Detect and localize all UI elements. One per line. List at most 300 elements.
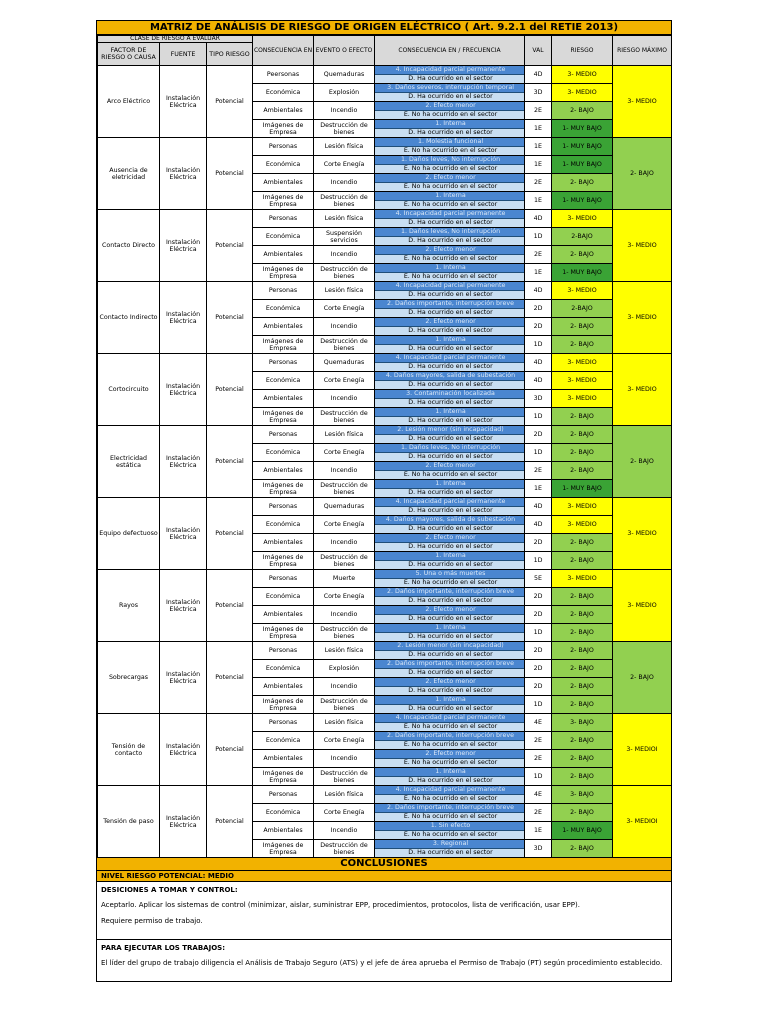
factor-cell: Rayos xyxy=(98,570,160,642)
factor-cell: Electricidad estática xyxy=(98,426,160,498)
consecuencia-frecuencia-cell xyxy=(375,714,525,732)
consecuencia-en-cell: Imágenes de Empresa xyxy=(253,840,314,858)
consecuencia-frecuencia-cell xyxy=(375,750,525,768)
evento-cell: Destrucción de bienes xyxy=(314,480,375,498)
riesgo-cell: 2-BAJO xyxy=(552,228,613,246)
riesgo-cell: 2- BAJO xyxy=(552,246,613,264)
consecuencia-en-cell: Ambientales xyxy=(253,318,314,336)
consecuencia-text: 4. Daños mayores, salida de subestación xyxy=(375,372,524,381)
consecuencia-en-cell: Imágenes de Empresa xyxy=(253,336,314,354)
evento-cell: Incendio xyxy=(314,102,375,120)
consecuencia-frecuencia-cell xyxy=(375,534,525,552)
evento-cell: Destrucción de bienes xyxy=(314,120,375,138)
consecuencia-en-cell: Económica xyxy=(253,84,314,102)
val-cell: 3D xyxy=(525,84,552,102)
tipo-cell: Potencial xyxy=(207,354,253,426)
consecuencia-text: 2. Lesión menor (sin incapacidad) xyxy=(375,426,524,435)
riesgo-maximo-cell: 2- BAJO xyxy=(613,426,672,498)
consecuencia-text: 2. Efecto menor xyxy=(375,606,524,615)
riesgo-maximo-cell: 3- MEDIO xyxy=(613,210,672,282)
nivel-riesgo: NIVEL RIESGO POTENCIAL: MEDIO xyxy=(97,871,671,882)
consecuencia-en-cell: Imágenes de Empresa xyxy=(253,264,314,282)
table-row xyxy=(98,66,672,84)
evento-cell: Lesión física xyxy=(314,642,375,660)
table-row xyxy=(98,210,672,228)
evento-cell: Lesión física xyxy=(314,426,375,444)
consecuencia-en-cell: Ambientales xyxy=(253,246,314,264)
riesgo-cell: 1- MUY BAJO xyxy=(552,480,613,498)
evento-cell: Lesión física xyxy=(314,210,375,228)
consecuencia-text: 3. Regional xyxy=(375,840,524,849)
consecuencia-en-cell: Ambientales xyxy=(253,102,314,120)
consecuencia-text: 4. Incapacidad parcial permanente xyxy=(375,282,524,291)
header-evento: EVENTO O EFECTO xyxy=(314,36,375,66)
fuente-cell: Instalación Eléctrica xyxy=(160,570,207,642)
frecuencia-text: D. Ha ocurrido en el sector xyxy=(375,435,524,443)
frecuencia-text: D. Ha ocurrido en el sector xyxy=(375,849,524,857)
evento-cell: Quemaduras xyxy=(314,498,375,516)
consecuencia-en-cell: Ambientales xyxy=(253,750,314,768)
evento-cell: Corte Enegía xyxy=(314,516,375,534)
val-cell: 2E xyxy=(525,246,552,264)
consecuencia-frecuencia-cell xyxy=(375,480,525,498)
riesgo-cell: 2- BAJO xyxy=(552,642,613,660)
frecuencia-text: E. No ha ocurrido en el sector xyxy=(375,831,524,839)
evento-cell: Corte Enegía xyxy=(314,732,375,750)
val-cell: 4D xyxy=(525,354,552,372)
fuente-cell: Instalación Eléctrica xyxy=(160,498,207,570)
riesgo-maximo-cell: 3- MEDIOI xyxy=(613,714,672,786)
consecuencia-frecuencia-cell xyxy=(375,606,525,624)
frecuencia-text: D. Ha ocurrido en el sector xyxy=(375,129,524,137)
frecuencia-text: D. Ha ocurrido en el sector xyxy=(375,705,524,713)
riesgo-cell: 3- MEDIO xyxy=(552,570,613,588)
frecuencia-text: E. No ha ocurrido en el sector xyxy=(375,813,524,821)
consecuencia-frecuencia-cell xyxy=(375,264,525,282)
frecuencia-text: D. Ha ocurrido en el sector xyxy=(375,327,524,335)
evento-cell: Explosión xyxy=(314,660,375,678)
fuente-cell: Instalación Eléctrica xyxy=(160,138,207,210)
consecuencia-frecuencia-cell xyxy=(375,570,525,588)
consecuencia-en-cell: Personas xyxy=(253,714,314,732)
riesgo-cell: 2- BAJO xyxy=(552,552,613,570)
evento-cell: Destrucción de bienes xyxy=(314,192,375,210)
frecuencia-text: E. No ha ocurrido en el sector xyxy=(375,273,524,281)
desiciones-section xyxy=(97,882,671,940)
header-riesgo: RIESGO xyxy=(552,36,613,66)
header-cons-frec: CONSECUENCIA EN / FRECUENCIA xyxy=(375,36,525,66)
tipo-cell: Potencial xyxy=(207,498,253,570)
consecuencia-text: 1. Interna xyxy=(375,336,524,345)
consecuencia-en-cell: Económica xyxy=(253,588,314,606)
val-cell: 2D xyxy=(525,318,552,336)
val-cell: 4D xyxy=(525,372,552,390)
riesgo-cell: 2- BAJO xyxy=(552,462,613,480)
consecuencia-text: 1. Interna xyxy=(375,408,524,417)
evento-cell: Explosión xyxy=(314,84,375,102)
consecuencia-text: 2. Daños importante, interrupción breve xyxy=(375,300,524,309)
consecuencia-text: 1. Interna xyxy=(375,696,524,705)
frecuencia-text: E. No ha ocurrido en el sector xyxy=(375,255,524,263)
frecuencia-text: D. Ha ocurrido en el sector xyxy=(375,669,524,677)
consecuencia-en-cell: Personas xyxy=(253,138,314,156)
consecuencia-frecuencia-cell xyxy=(375,66,525,84)
frecuencia-text: E. No ha ocurrido en el sector xyxy=(375,579,524,587)
factor-cell: Cortocircuito xyxy=(98,354,160,426)
header-riesgo-max: RIESGO MÁXIMO xyxy=(613,36,672,66)
consecuencia-en-cell: Económica xyxy=(253,660,314,678)
tipo-cell: Potencial xyxy=(207,426,253,498)
consecuencia-frecuencia-cell xyxy=(375,408,525,426)
consecuencia-en-cell: Imágenes de Empresa xyxy=(253,768,314,786)
val-cell: 1E xyxy=(525,156,552,174)
evento-cell: Incendio xyxy=(314,246,375,264)
evento-cell: Incendio xyxy=(314,390,375,408)
consecuencia-en-cell: Imágenes de Empresa xyxy=(253,408,314,426)
riesgo-cell: 3- MEDIO xyxy=(552,84,613,102)
evento-cell: Destrucción de bienes xyxy=(314,768,375,786)
riesgo-cell: 2- BAJO xyxy=(552,768,613,786)
conclusiones-title: CONCLUSIONES xyxy=(97,858,671,871)
table-row xyxy=(98,714,672,732)
evento-cell: Destrucción de bienes xyxy=(314,264,375,282)
factor-cell: Tensión de contacto xyxy=(98,714,160,786)
ejecutar-text: El líder del grupo de trabajo diligencia el Análisis de Trabajo Seguro (ATS) y el jefe de área aprueba el Permiso de Trabajo (PT) según procedimiento establecido. xyxy=(101,959,663,967)
frecuencia-text: D. Ha ocurrido en el sector xyxy=(375,399,524,407)
evento-cell: Incendio xyxy=(314,462,375,480)
frecuencia-text: D. Ha ocurrido en el sector xyxy=(375,777,524,785)
evento-cell: Destrucción de bienes xyxy=(314,696,375,714)
frecuencia-text: E. No ha ocurrido en el sector xyxy=(375,759,524,767)
consecuencia-frecuencia-cell xyxy=(375,768,525,786)
consecuencia-frecuencia-cell xyxy=(375,300,525,318)
frecuencia-text: D. Ha ocurrido en el sector xyxy=(375,561,524,569)
frecuencia-text: E. No ha ocurrido en el sector xyxy=(375,111,524,119)
riesgo-maximo-cell: 3- MEDIO xyxy=(613,282,672,354)
riesgo-cell: 2- BAJO xyxy=(552,750,613,768)
frecuencia-text: E. No ha ocurrido en el sector xyxy=(375,795,524,803)
consecuencia-en-cell: Personas xyxy=(253,498,314,516)
factor-cell: Contacto Directo xyxy=(98,210,160,282)
consecuencia-text: 1. Sin efecto xyxy=(375,822,524,831)
consecuencia-text: 2. Efecto menor xyxy=(375,462,524,471)
consecuencia-text: 2. Lesión menor (sin incapacidad) xyxy=(375,642,524,651)
consecuencia-text: 2. Daños importante, interrupción breve xyxy=(375,804,524,813)
consecuencia-frecuencia-cell xyxy=(375,174,525,192)
table-row xyxy=(98,138,672,156)
factor-cell: Tensión de paso xyxy=(98,786,160,858)
consecuencia-frecuencia-cell xyxy=(375,84,525,102)
consecuencia-text: 1. Daños leves, No interrupción xyxy=(375,156,524,165)
consecuencia-text: 4. Incapacidad parcial permanente xyxy=(375,66,524,75)
fuente-cell: Instalación Eléctrica xyxy=(160,786,207,858)
fuente-cell: Instalación Eléctrica xyxy=(160,66,207,138)
val-cell: 1D xyxy=(525,624,552,642)
consecuencia-text: 2. Efecto menor xyxy=(375,174,524,183)
consecuencia-en-cell: Imágenes de Empresa xyxy=(253,120,314,138)
header-group: CLASE DE RIESGO A EVALUAR xyxy=(98,36,253,43)
consecuencia-en-cell: Personas xyxy=(253,210,314,228)
fuente-cell: Instalación Eléctrica xyxy=(160,210,207,282)
desiciones-heading: DESICIONES A TOMAR Y CONTROL: xyxy=(101,886,238,894)
table-row xyxy=(98,570,672,588)
val-cell: 4D xyxy=(525,516,552,534)
riesgo-cell: 1- MUY BAJO xyxy=(552,192,613,210)
riesgo-cell: 3- MEDIO xyxy=(552,390,613,408)
frecuencia-text: E. No ha ocurrido en el sector xyxy=(375,183,524,191)
consecuencia-text: 2. Daños importante, interrupción breve xyxy=(375,660,524,669)
tipo-cell: Potencial xyxy=(207,714,253,786)
frecuencia-text: D. Ha ocurrido en el sector xyxy=(375,75,524,83)
val-cell: 1E xyxy=(525,480,552,498)
riesgo-maximo-cell: 3- MEDIO xyxy=(613,66,672,138)
consecuencia-frecuencia-cell xyxy=(375,732,525,750)
consecuencia-en-cell: Imágenes de Empresa xyxy=(253,552,314,570)
consecuencia-text: 4. Incapacidad parcial permanente xyxy=(375,498,524,507)
frecuencia-text: D. Ha ocurrido en el sector xyxy=(375,597,524,605)
consecuencia-frecuencia-cell xyxy=(375,228,525,246)
consecuencia-frecuencia-cell xyxy=(375,696,525,714)
consecuencia-frecuencia-cell xyxy=(375,804,525,822)
fuente-cell: Instalación Eléctrica xyxy=(160,282,207,354)
ejecutar-heading: PARA EJECUTAR LOS TRABAJOS: xyxy=(101,944,225,952)
frecuencia-text: D. Ha ocurrido en el sector xyxy=(375,633,524,641)
consecuencia-en-cell: Personas xyxy=(253,570,314,588)
consecuencia-text: 4. Incapacidad parcial permanente xyxy=(375,210,524,219)
riesgo-cell: 2- BAJO xyxy=(552,444,613,462)
desiciones-text-1: Aceptarlo. Aplicar los sistemas de control (minimizar, aislar, suministrar EPP, procedimientos, protocolos, lista de verificación, usar EPP). xyxy=(101,901,580,909)
consecuencia-frecuencia-cell xyxy=(375,642,525,660)
val-cell: 2E xyxy=(525,804,552,822)
val-cell: 2D xyxy=(525,678,552,696)
consecuencia-en-cell: Personas xyxy=(253,354,314,372)
tipo-cell: Potencial xyxy=(207,786,253,858)
consecuencia-frecuencia-cell xyxy=(375,516,525,534)
val-cell: 2E xyxy=(525,750,552,768)
consecuencia-frecuencia-cell xyxy=(375,372,525,390)
consecuencia-en-cell: Personas xyxy=(253,282,314,300)
ejecutar-section xyxy=(97,940,671,981)
table-row xyxy=(98,498,672,516)
table-row xyxy=(98,354,672,372)
riesgo-cell: 1- MUY BAJO xyxy=(552,822,613,840)
evento-cell: Incendio xyxy=(314,750,375,768)
consecuencia-text: 5. Una o más muertes xyxy=(375,570,524,579)
val-cell: 1E xyxy=(525,192,552,210)
val-cell: 2D xyxy=(525,534,552,552)
table-row xyxy=(98,642,672,660)
consecuencia-frecuencia-cell xyxy=(375,246,525,264)
evento-cell: Quemaduras xyxy=(314,354,375,372)
consecuencia-frecuencia-cell xyxy=(375,282,525,300)
frecuencia-text: E. No ha ocurrido en el sector xyxy=(375,471,524,479)
val-cell: 2E xyxy=(525,732,552,750)
tipo-cell: Potencial xyxy=(207,138,253,210)
frecuencia-text: E. No ha ocurrido en el sector xyxy=(375,723,524,731)
riesgo-cell: 2- BAJO xyxy=(552,102,613,120)
val-cell: 3D xyxy=(525,840,552,858)
consecuencia-text: 4. Incapacidad parcial permanente xyxy=(375,354,524,363)
matrix-title: MATRIZ DE ANÁLISIS DE RIESGO DE ORIGEN ELÉCTRICO ( Art. 9.2.1 del RETIE 2013) xyxy=(97,21,671,35)
frecuencia-text: D. Ha ocurrido en el sector xyxy=(375,417,524,425)
val-cell: 1D xyxy=(525,768,552,786)
riesgo-cell: 2- BAJO xyxy=(552,696,613,714)
consecuencia-frecuencia-cell xyxy=(375,588,525,606)
evento-cell: Lesión física xyxy=(314,786,375,804)
consecuencia-text: 1. Interna xyxy=(375,192,524,201)
consecuencia-frecuencia-cell xyxy=(375,498,525,516)
fuente-cell: Instalación Eléctrica xyxy=(160,426,207,498)
val-cell: 1D xyxy=(525,408,552,426)
val-cell: 2D xyxy=(525,642,552,660)
evento-cell: Incendio xyxy=(314,174,375,192)
riesgo-cell: 2-BAJO xyxy=(552,300,613,318)
riesgo-cell: 3- MEDIO xyxy=(552,282,613,300)
consecuencia-frecuencia-cell xyxy=(375,318,525,336)
consecuencia-en-cell: Imágenes de Empresa xyxy=(253,624,314,642)
evento-cell: Suspensión servicios xyxy=(314,228,375,246)
val-cell: 1E xyxy=(525,120,552,138)
tipo-cell: Potencial xyxy=(207,210,253,282)
frecuencia-text: D. Ha ocurrido en el sector xyxy=(375,237,524,245)
consecuencia-text: 1. Daños leves, No interrupción xyxy=(375,228,524,237)
consecuencia-en-cell: Económica xyxy=(253,372,314,390)
consecuencia-frecuencia-cell xyxy=(375,462,525,480)
consecuencia-frecuencia-cell xyxy=(375,426,525,444)
evento-cell: Incendio xyxy=(314,678,375,696)
header-tipo: TIPO RIESGO xyxy=(207,43,253,66)
evento-cell: Corte Enegía xyxy=(314,444,375,462)
riesgo-cell: 2- BAJO xyxy=(552,318,613,336)
riesgo-maximo-cell: 3- MEDIO xyxy=(613,570,672,642)
frecuencia-text: E. No ha ocurrido en el sector xyxy=(375,147,524,155)
consecuencia-frecuencia-cell xyxy=(375,138,525,156)
riesgo-cell: 2- BAJO xyxy=(552,732,613,750)
val-cell: 2D xyxy=(525,588,552,606)
evento-cell: Muerte xyxy=(314,570,375,588)
consecuencia-en-cell: Ambientales xyxy=(253,606,314,624)
evento-cell: Corte Enegía xyxy=(314,372,375,390)
evento-cell: Lesión física xyxy=(314,282,375,300)
evento-cell: Corte Enegía xyxy=(314,300,375,318)
fuente-cell: Instalación Eléctrica xyxy=(160,714,207,786)
consecuencia-frecuencia-cell xyxy=(375,390,525,408)
frecuencia-text: D. Ha ocurrido en el sector xyxy=(375,687,524,695)
consecuencia-text: 2. Efecto menor xyxy=(375,102,524,111)
evento-cell: Incendio xyxy=(314,822,375,840)
fuente-cell: Instalación Eléctrica xyxy=(160,642,207,714)
fuente-cell: Instalación Eléctrica xyxy=(160,354,207,426)
frecuencia-text: D. Ha ocurrido en el sector xyxy=(375,363,524,371)
riesgo-maximo-cell: 3- MEDIOI xyxy=(613,786,672,858)
consecuencia-frecuencia-cell xyxy=(375,660,525,678)
consecuencia-text: 2. Daños importante, interrupción breve xyxy=(375,732,524,741)
frecuencia-text: D. Ha ocurrido en el sector xyxy=(375,219,524,227)
riesgo-cell: 2- BAJO xyxy=(552,678,613,696)
evento-cell: Corte Enegía xyxy=(314,156,375,174)
val-cell: 5E xyxy=(525,570,552,588)
frecuencia-text: D. Ha ocurrido en el sector xyxy=(375,93,524,101)
frecuencia-text: E. No ha ocurrido en el sector xyxy=(375,165,524,173)
consecuencia-frecuencia-cell xyxy=(375,192,525,210)
consecuencia-en-cell: Imágenes de Empresa xyxy=(253,480,314,498)
val-cell: 2E xyxy=(525,174,552,192)
desiciones-text-2: Requiere permiso de trabajo. xyxy=(101,917,203,925)
riesgo-cell: 2- BAJO xyxy=(552,840,613,858)
factor-cell: Sobrecargas xyxy=(98,642,160,714)
frecuencia-text: E. No ha ocurrido en el sector xyxy=(375,201,524,209)
consecuencia-en-cell: Económica xyxy=(253,228,314,246)
val-cell: 1D xyxy=(525,552,552,570)
frecuencia-text: D. Ha ocurrido en el sector xyxy=(375,525,524,533)
consecuencia-text: 1. Interna xyxy=(375,552,524,561)
riesgo-cell: 3- MEDIO xyxy=(552,210,613,228)
frecuencia-text: D. Ha ocurrido en el sector xyxy=(375,345,524,353)
consecuencia-text: 1. Molestia funcional xyxy=(375,138,524,147)
riesgo-cell: 1- MUY BAJO xyxy=(552,264,613,282)
consecuencia-frecuencia-cell xyxy=(375,786,525,804)
consecuencia-text: 2. Efecto menor xyxy=(375,534,524,543)
riesgo-cell: 3- MEDIO xyxy=(552,354,613,372)
consecuencia-en-cell: Económica xyxy=(253,156,314,174)
consecuencia-en-cell: Ambientales xyxy=(253,678,314,696)
val-cell: 1E xyxy=(525,138,552,156)
consecuencia-text: 3. Contaminación localizada xyxy=(375,390,524,399)
factor-cell: Arco Eléctrico xyxy=(98,66,160,138)
val-cell: 2D xyxy=(525,300,552,318)
header-factor: FACTOR DE RIESGO O CAUSA xyxy=(98,43,160,66)
riesgo-cell: 3- BAJO xyxy=(552,714,613,732)
consecuencia-frecuencia-cell xyxy=(375,624,525,642)
consecuencia-frecuencia-cell xyxy=(375,840,525,858)
consecuencia-frecuencia-cell xyxy=(375,444,525,462)
consecuencia-en-cell: Personas xyxy=(253,426,314,444)
val-cell: 1D xyxy=(525,336,552,354)
consecuencia-text: 1. Interna xyxy=(375,264,524,273)
consecuencia-en-cell: Económica xyxy=(253,444,314,462)
factor-cell: Ausencia de eletricidad xyxy=(98,138,160,210)
evento-cell: Incendio xyxy=(314,534,375,552)
riesgo-cell: 2- BAJO xyxy=(552,606,613,624)
frecuencia-text: D. Ha ocurrido en el sector xyxy=(375,651,524,659)
riesgo-cell: 2- BAJO xyxy=(552,624,613,642)
consecuencia-text: 4. Incapacidad parcial permanente xyxy=(375,786,524,795)
consecuencia-en-cell: Ambientales xyxy=(253,390,314,408)
val-cell: 1D xyxy=(525,228,552,246)
consecuencia-text: 1. Interna xyxy=(375,120,524,129)
consecuencia-frecuencia-cell xyxy=(375,156,525,174)
riesgo-maximo-cell: 3- MEDIO xyxy=(613,498,672,570)
tipo-cell: Potencial xyxy=(207,66,253,138)
val-cell: 3D xyxy=(525,390,552,408)
consecuencia-en-cell: Ambientales xyxy=(253,534,314,552)
val-cell: 2D xyxy=(525,660,552,678)
riesgo-cell: 3- MEDIO xyxy=(552,498,613,516)
riesgo-cell: 2- BAJO xyxy=(552,174,613,192)
consecuencia-text: 4. Daños mayores, salida de subestación xyxy=(375,516,524,525)
val-cell: 1E xyxy=(525,264,552,282)
tipo-cell: Potencial xyxy=(207,282,253,354)
riesgo-maximo-cell: 2- BAJO xyxy=(613,642,672,714)
consecuencia-text: 2. Efecto menor xyxy=(375,750,524,759)
consecuencia-text: 1. Daños leves, No interrupción xyxy=(375,444,524,453)
riesgo-cell: 2- BAJO xyxy=(552,426,613,444)
consecuencia-en-cell: Económica xyxy=(253,732,314,750)
consecuencia-en-cell: Económica xyxy=(253,804,314,822)
val-cell: 4D xyxy=(525,498,552,516)
evento-cell: Corte Enegía xyxy=(314,804,375,822)
val-cell: 2E xyxy=(525,102,552,120)
